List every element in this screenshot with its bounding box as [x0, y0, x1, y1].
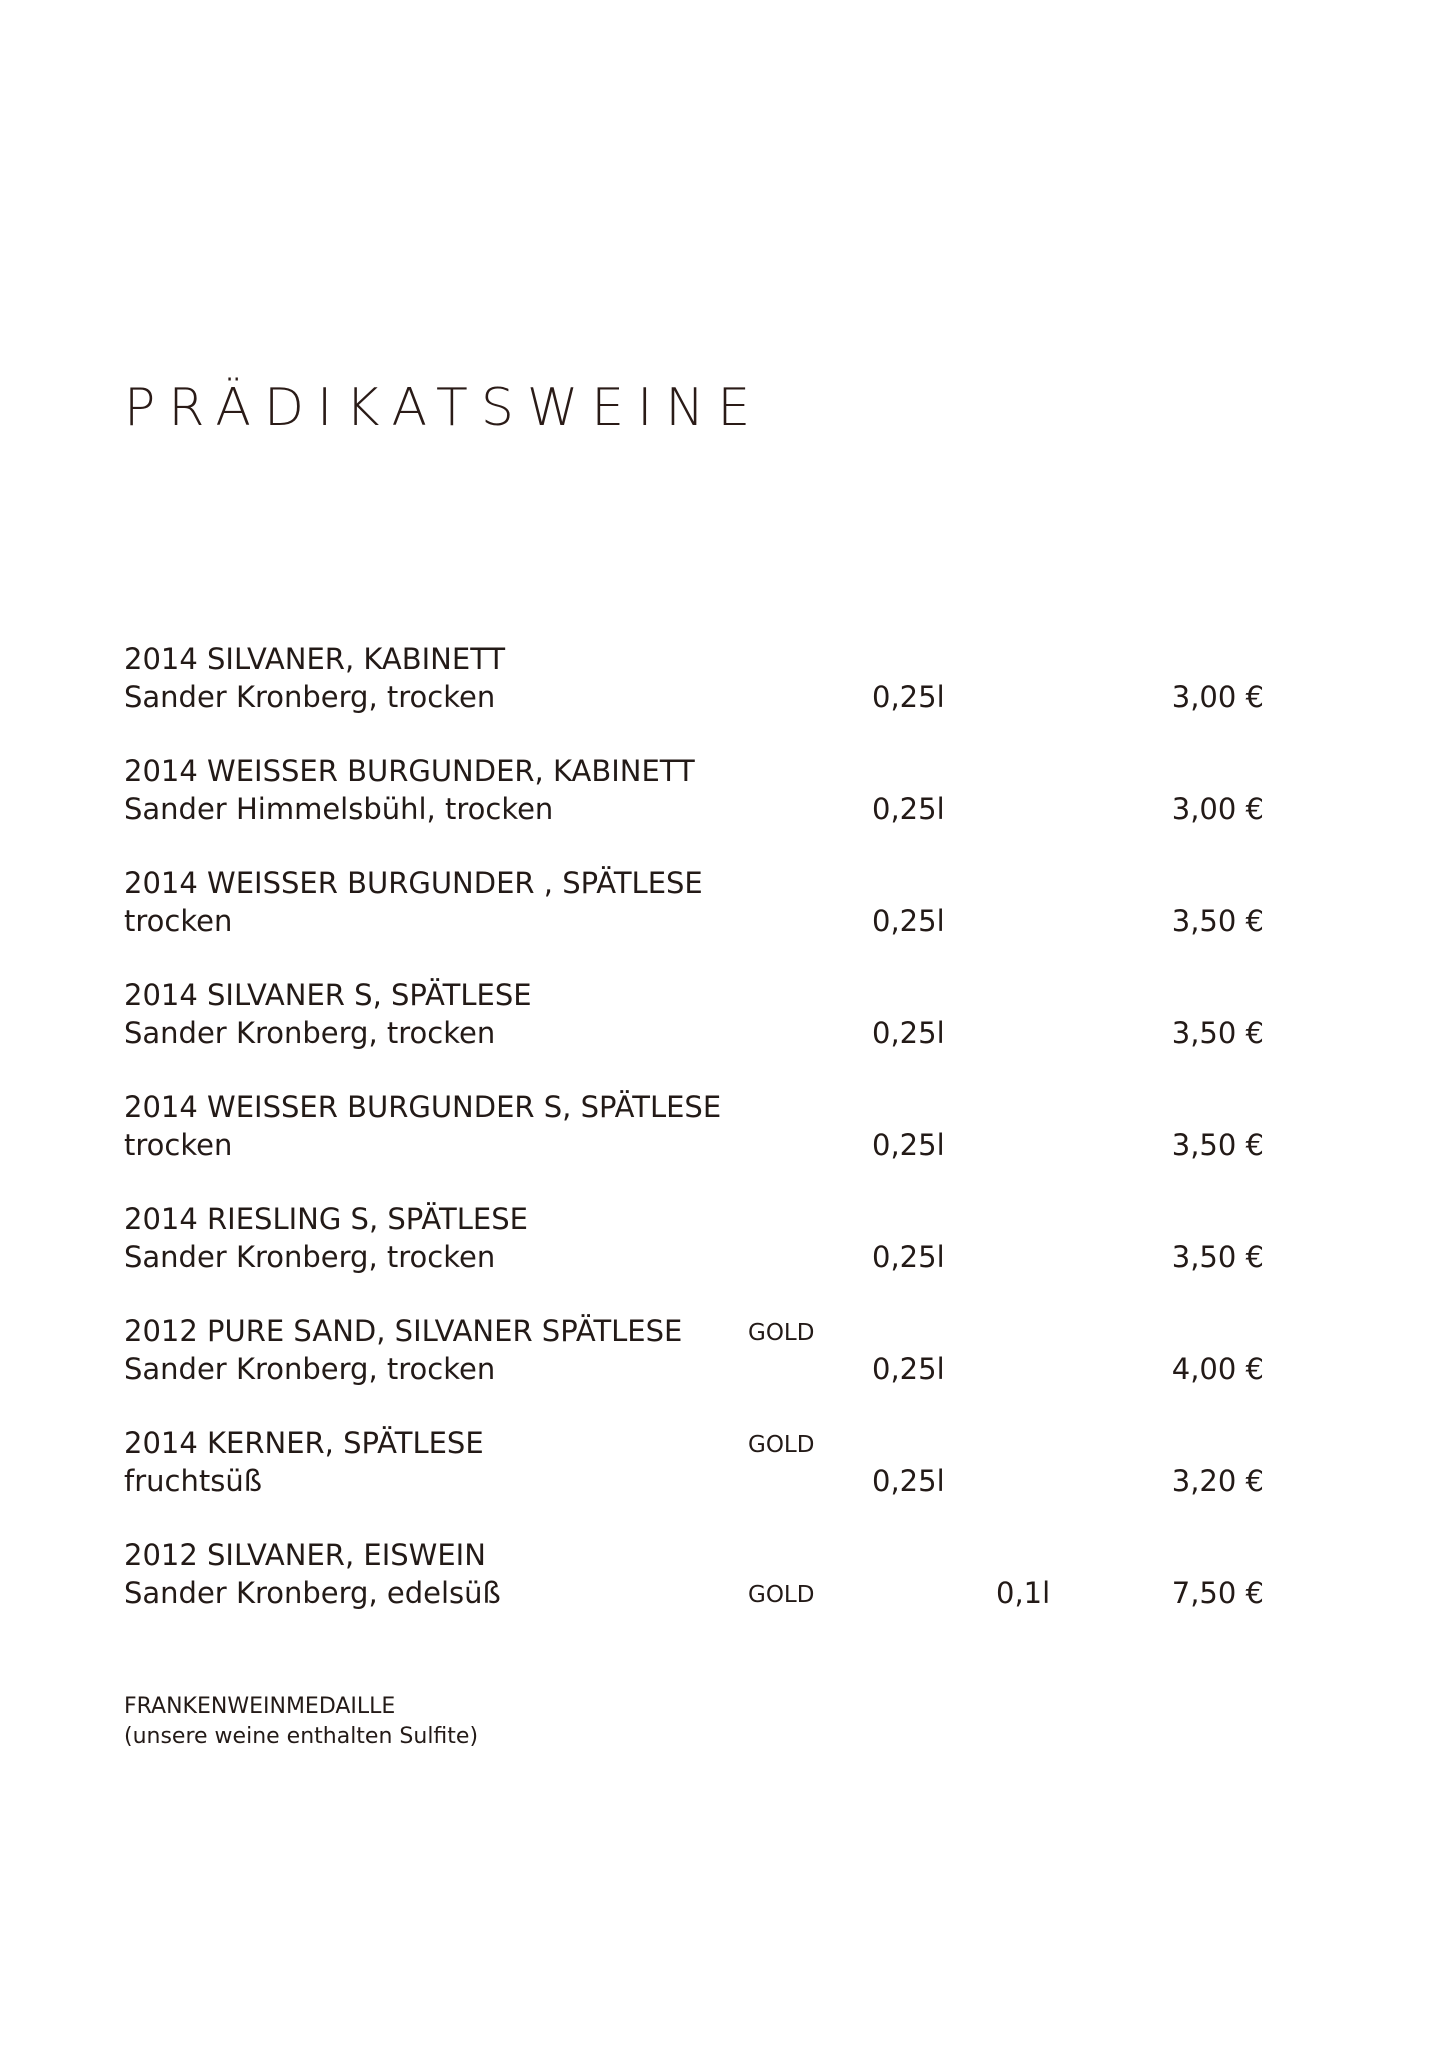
wine-item — [124, 976, 1264, 1088]
wine-volume: 0,25l — [872, 680, 945, 714]
wine-item — [124, 864, 1264, 976]
wine-item — [124, 1200, 1264, 1312]
wine-volume: 0,25l — [872, 1464, 945, 1498]
wine-description: Sander Himmelsbühl, trocken — [124, 792, 554, 826]
wine-name: 2014 WEISSER BURGUNDER S, SPÄTLESE — [124, 1090, 722, 1124]
wine-name: 2014 WEISSER BURGUNDER, KABINETT — [124, 754, 695, 788]
wine-price: 3,50 € — [1171, 1240, 1264, 1274]
wine-description: Sander Kronberg, trocken — [124, 1240, 496, 1274]
wine-description: Sander Kronberg, trocken — [124, 1016, 496, 1050]
sulfite-footnote: (unsere weine enthalten Sulfite) — [124, 1724, 479, 1749]
wine-volume: 0,25l — [872, 904, 945, 938]
wine-name: 2012 PURE SAND, SILVANER SPÄTLESE — [124, 1314, 683, 1348]
wine-price: 3,50 € — [1171, 1016, 1264, 1050]
wine-description: Sander Kronberg, trocken — [124, 680, 496, 714]
wine-volume: 0,25l — [872, 1128, 945, 1162]
wine-item — [124, 1088, 1264, 1200]
medal-label: GOLD — [748, 1432, 815, 1458]
medal-label: GOLD — [748, 1582, 815, 1608]
wine-item — [124, 1312, 1264, 1424]
wine-volume: 0,25l — [872, 1016, 945, 1050]
wine-name: 2014 RIESLING S, SPÄTLESE — [124, 1202, 528, 1236]
wine-price: 3,20 € — [1171, 1464, 1264, 1498]
wine-name: 2014 SILVANER S, SPÄTLESE — [124, 978, 532, 1012]
page-title: PRÄDIKATSWEINE — [124, 378, 764, 438]
wine-list — [124, 640, 1264, 1648]
wine-description: Sander Kronberg, trocken — [124, 1352, 496, 1386]
medal-footnote: FRANKENWEINMEDAILLE — [124, 1694, 396, 1719]
wine-volume: 0,25l — [872, 792, 945, 826]
wine-volume: 0,25l — [872, 1240, 945, 1274]
wine-description: trocken — [124, 1128, 233, 1162]
wine-price: 4,00 € — [1171, 1352, 1264, 1386]
wine-name: 2014 SILVANER, KABINETT — [124, 642, 506, 676]
wine-item — [124, 640, 1264, 752]
wine-price: 3,50 € — [1171, 904, 1264, 938]
wine-price: 3,00 € — [1171, 680, 1264, 714]
wine-name: 2014 WEISSER BURGUNDER , SPÄTLESE — [124, 866, 703, 900]
wine-price: 3,50 € — [1171, 1128, 1264, 1162]
wine-item — [124, 752, 1264, 864]
wine-price: 7,50 € — [1171, 1576, 1264, 1610]
wine-description: fruchtsüß — [124, 1464, 262, 1498]
medal-label: GOLD — [748, 1320, 815, 1346]
wine-description: Sander Kronberg, edelsüß — [124, 1576, 501, 1610]
wine-name: 2014 KERNER, SPÄTLESE — [124, 1426, 484, 1460]
wine-volume: 0,25l — [872, 1352, 945, 1386]
wine-item — [124, 1536, 1264, 1648]
footnotes — [124, 1692, 478, 1752]
wine-item — [124, 1424, 1264, 1536]
wine-price: 3,00 € — [1171, 792, 1264, 826]
wine-volume: 0,1l — [996, 1576, 1051, 1610]
wine-name: 2012 SILVANER, EISWEIN — [124, 1538, 486, 1572]
wine-description: trocken — [124, 904, 233, 938]
